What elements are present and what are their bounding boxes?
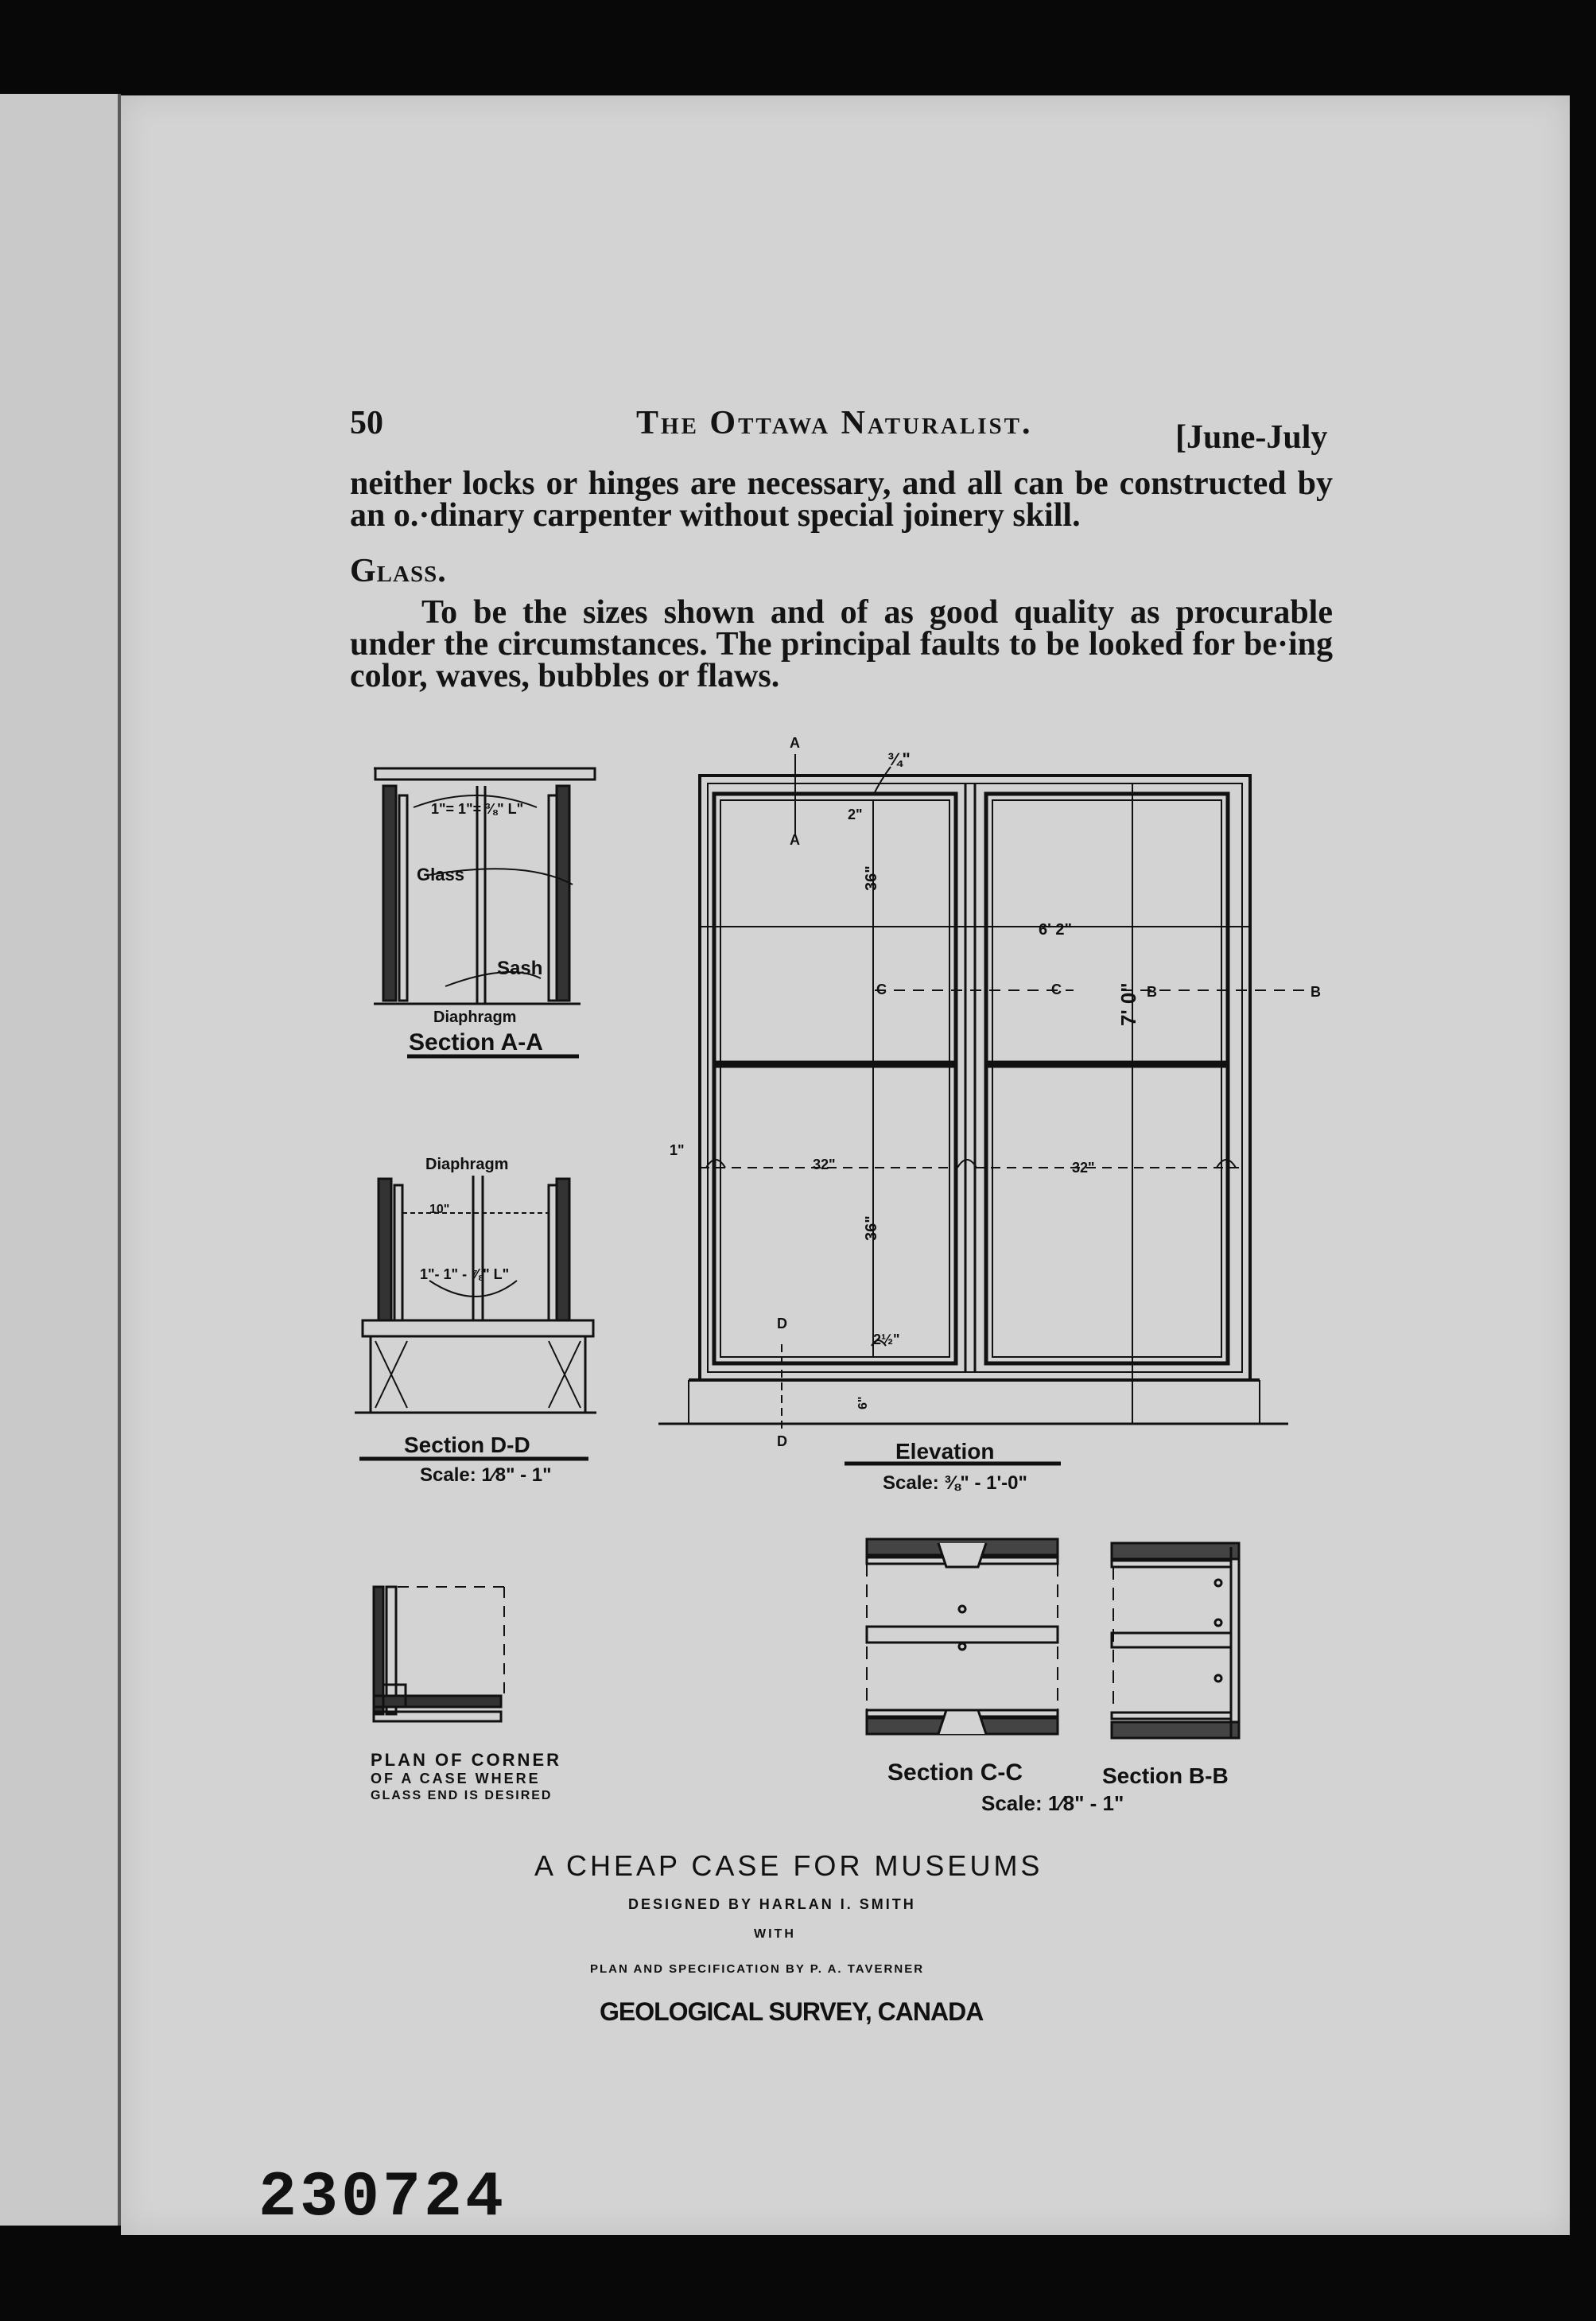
plate-designer-credit: DESIGNED BY HARLAN I. SMITH: [628, 1896, 916, 1912]
elevation-base-dim: 6": [856, 1396, 870, 1409]
section-aa-glass-label: Glass: [417, 865, 464, 884]
section-dd-rabbet-label: 1"- 1" - ⅞" L": [420, 1266, 510, 1282]
elevation-title: Elevation: [895, 1439, 995, 1464]
section-aa-rabbet-label: 1"= 1"= ⅜" L": [431, 801, 524, 817]
section-bb-title: Section B-B: [1102, 1763, 1229, 1788]
section-aa-diaphragm-label: Diaphragm: [433, 1009, 517, 1026]
section-dd-drawing: [355, 1176, 596, 1459]
accession-number-stamp: 230724: [258, 2162, 507, 2234]
elevation-bottom-dim: 2½": [873, 1332, 900, 1347]
elevation-width-left-dim: 32": [813, 1157, 836, 1172]
mark-a-bottom: A: [790, 832, 800, 848]
mark-d-top: D: [777, 1316, 787, 1332]
elevation-height-dim: 7' 0": [1116, 982, 1140, 1026]
section-aa-sash-label: Sash: [497, 958, 543, 979]
mark-b-left: B: [1147, 984, 1157, 1000]
elevation-stile-dim: 2": [848, 807, 863, 822]
journal-title: The Ottawa Naturalist.: [636, 405, 1033, 441]
section-dd-diaphragm-label: Diaphragm: [425, 1156, 509, 1173]
elevation-lower-dim: 36": [863, 1215, 880, 1241]
elevation-width-right-dim: 32": [1072, 1160, 1095, 1176]
elevation-top-rail-dim: ¾": [887, 749, 911, 769]
mark-c-right: C: [1051, 982, 1062, 997]
page-number: 50: [350, 405, 383, 441]
section-dd-title: Section D-D: [404, 1433, 530, 1457]
elevation-overall-width-dim: 6' 2": [1039, 921, 1073, 939]
section-cc-title: Section C-C: [887, 1759, 1023, 1786]
plate-main-title: A CHEAP CASE FOR MUSEUMS: [534, 1849, 1043, 1882]
section-heading-glass: Glass.: [350, 553, 447, 589]
elevation-frame-dim: 1": [670, 1142, 685, 1158]
elevation-drawing: [658, 754, 1304, 1464]
sections-scale: Scale: 1⁄8" - 1": [981, 1791, 1124, 1815]
section-bb-drawing: [1112, 1543, 1239, 1738]
plan-corner-caption-line3: GLASS END IS DESIRED: [371, 1789, 553, 1802]
plate-with: WITH: [754, 1927, 796, 1941]
elevation-upper-dim: 36": [863, 865, 880, 891]
paragraph-glass: To be the sizes shown and of as good quality as procurable under the circumstances. The principal faults to be looked for be·ing color, waves, bubbles or flaws.: [350, 594, 1333, 694]
mark-d-bottom: D: [777, 1433, 787, 1449]
plate-specification-credit: PLAN AND SPECIFICATION BY P. A. TAVERNER: [590, 1962, 925, 1976]
mark-a-top: A: [790, 735, 800, 751]
section-aa-title: Section A-A: [409, 1029, 543, 1056]
section-dd-scale: Scale: 1⁄8" - 1": [420, 1464, 552, 1486]
plan-corner-caption-line1: PLAN OF CORNER: [371, 1750, 561, 1770]
mark-c-left: C: [876, 982, 887, 997]
section-dd-width-dim: 10": [429, 1203, 450, 1216]
plan-corner-drawing: [374, 1587, 504, 1721]
paragraph-locks: neither locks or hinges are necessary, and all can be constructed by an o.·dinary carpenter without special joinery skill.: [350, 465, 1333, 534]
section-cc-drawing: [867, 1539, 1058, 1734]
plan-corner-caption-line2: OF A CASE WHERE: [371, 1771, 541, 1786]
plate-institution: GEOLOGICAL SURVEY, CANADA: [600, 1997, 984, 2026]
mark-b-right: B: [1311, 984, 1321, 1000]
issue-date: [June-July: [1175, 419, 1328, 456]
elevation-scale: Scale: ⅜" - 1'-0": [883, 1472, 1027, 1494]
